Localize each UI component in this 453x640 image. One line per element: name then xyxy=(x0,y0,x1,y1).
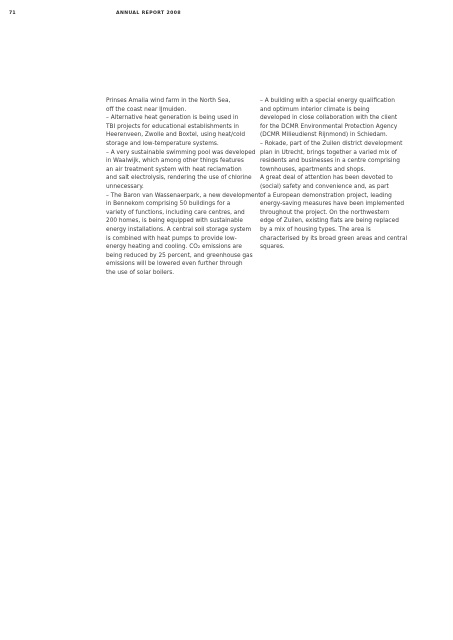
text-line: – A very sustainable swimming pool was developed xyxy=(106,149,256,156)
text-line: edge of Zuilen, existing flats are being replaced xyxy=(260,218,399,225)
text-line: an air treatment system with heat reclamation xyxy=(106,166,242,173)
text-line: Prinses Amalia wind farm in the North Sea, xyxy=(106,98,231,104)
text-line: storage and low-temperature systems. xyxy=(106,140,219,147)
text-line: energy-saving measures have been implemented xyxy=(260,201,405,208)
text-line: and optimum interior climate is being xyxy=(260,106,370,113)
text-line: TBI projects for educational establishments in xyxy=(106,123,239,130)
text-line: for the DCMR Environmental Protection Agency xyxy=(260,123,398,130)
text-line: being reduced by 25 percent, and greenhouse gas xyxy=(106,252,253,259)
text-line: energy heating and cooling. CO₂ emissions are xyxy=(106,244,242,251)
text-line: plan in Utrecht, brings together a varied mix of xyxy=(260,149,397,156)
text-line: (social) safety and convenience and, as part xyxy=(260,183,389,190)
text-line: (DCMR Milieudienst Rijnmond) in Schiedam. xyxy=(260,132,388,139)
text-line: off the coast near IJmuiden. xyxy=(106,106,187,113)
text-line: – A building with a special energy qualification xyxy=(260,98,395,104)
text-line: of a European demonstration project, leading xyxy=(260,192,392,199)
text-column-left xyxy=(106,97,261,277)
text-line: Heerenveen, Zwolle and Boxtel, using heat/cold xyxy=(106,132,246,139)
text-line: – The Baron van Wassenaerpark, a new development xyxy=(106,192,261,199)
text-line: residents and businesses in a centre comprising xyxy=(260,158,400,165)
text-line: in Waalwijk, which among other things features xyxy=(106,158,244,165)
text-line: energy installations. A central soil storage system xyxy=(106,226,252,233)
text-line: and salt electrolysis, rendering the use of chlorine xyxy=(106,175,252,182)
text-line: townhouses, apartments and shops. xyxy=(260,166,366,173)
text-line: variety of functions, including care centres, and xyxy=(106,209,245,216)
text-line: – Rokade, part of the Zuilen district development xyxy=(260,140,403,147)
text-line: characterised by its broad green areas and central xyxy=(260,235,408,242)
text-line: developed in close collaboration with the client xyxy=(260,115,398,122)
text-line: emissions will be lowered even further through xyxy=(106,261,243,268)
text-line: in Bennekom comprising 50 buildings for a xyxy=(106,201,231,208)
text-line: 200 homes, is being equipped with sustainable xyxy=(106,218,243,225)
text-line: – Alternative heat generation is being used in xyxy=(106,115,239,122)
text-line: by a mix of housing types. The area is xyxy=(260,226,371,233)
text-column-right xyxy=(260,97,410,252)
running-header: ANNUAL REPORT 2008 xyxy=(116,11,181,16)
text-line: throughout the project. On the northwestern xyxy=(260,209,390,216)
text-line: unnecessary. xyxy=(106,183,144,190)
page-number: 71 xyxy=(9,11,16,16)
text-line: is combined with heat pumps to provide low- xyxy=(106,235,237,242)
text-line: the use of solar boilers. xyxy=(106,269,175,276)
text-line: A great deal of attention has been devoted to xyxy=(260,175,393,182)
text-line: squares. xyxy=(260,244,285,251)
